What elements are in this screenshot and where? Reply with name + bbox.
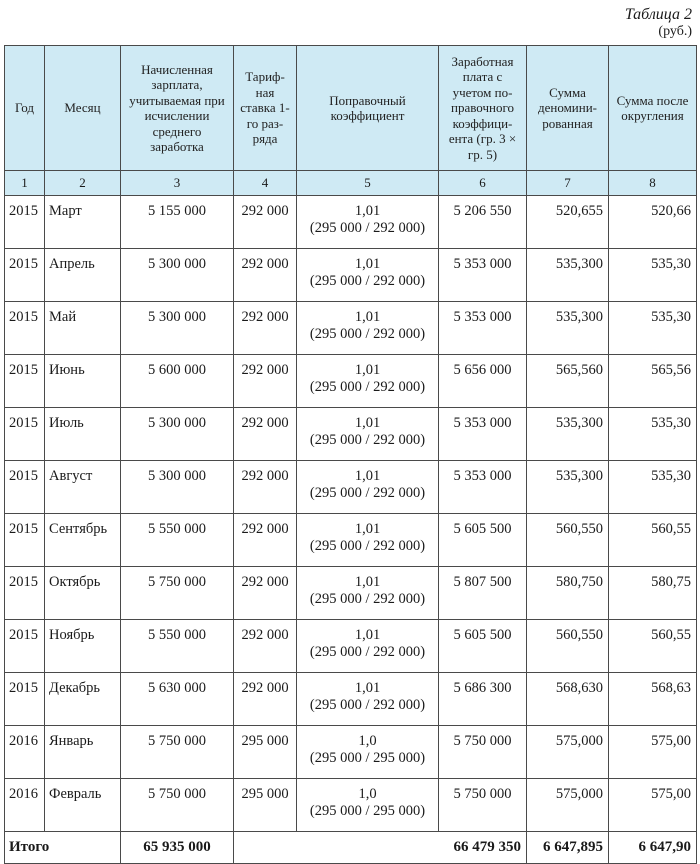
cell-rounded: 535,30 <box>609 302 697 355</box>
cell-month: Ноябрь <box>45 620 121 673</box>
coef-formula: (295 000 / 292 000) <box>309 326 426 342</box>
column-number-row <box>5 171 697 196</box>
header-denominated: Сумма деномини-рованная <box>527 46 609 171</box>
cell-salary: 5 300 000 <box>121 408 234 461</box>
coef-formula: (295 000 / 295 000) <box>309 750 426 766</box>
coef-formula: (295 000 / 292 000) <box>309 220 426 236</box>
coef-formula: (295 000 / 292 000) <box>309 273 426 289</box>
coef-value: 1,01 <box>354 309 381 325</box>
column-number: 2 <box>45 171 121 196</box>
cell-month: Январь <box>45 726 121 779</box>
cell-year: 2015 <box>5 355 45 408</box>
header-coef: Поправочный коэффициент <box>297 46 439 171</box>
cell-adjusted: 5 206 550 <box>439 196 527 249</box>
cell-salary: 5 750 000 <box>121 779 234 832</box>
cell-coef <box>297 408 439 461</box>
cell-rate: 292 000 <box>234 408 297 461</box>
cell-adjusted: 5 605 500 <box>439 620 527 673</box>
coef-value: 1,01 <box>354 680 381 696</box>
column-number: 6 <box>439 171 527 196</box>
coef-value: 1,01 <box>354 627 381 643</box>
column-number: 8 <box>609 171 697 196</box>
cell-adjusted: 5 656 000 <box>439 355 527 408</box>
cell-adjusted: 5 353 000 <box>439 249 527 302</box>
table-row <box>5 408 697 461</box>
table-row <box>5 249 697 302</box>
cell-denominated: 580,750 <box>527 567 609 620</box>
cell-adjusted: 5 353 000 <box>439 461 527 514</box>
coef-value: 1,01 <box>354 256 381 272</box>
cell-adjusted: 5 605 500 <box>439 514 527 567</box>
totals-denominated: 6 647,895 <box>527 832 609 864</box>
cell-month: Июнь <box>45 355 121 408</box>
cell-denominated: 568,630 <box>527 673 609 726</box>
coef-formula: (295 000 / 292 000) <box>309 485 426 501</box>
salary-table <box>4 45 697 864</box>
cell-month: Февраль <box>45 779 121 832</box>
column-number: 3 <box>121 171 234 196</box>
cell-adjusted: 5 807 500 <box>439 567 527 620</box>
cell-coef <box>297 726 439 779</box>
cell-denominated: 520,655 <box>527 196 609 249</box>
table-row <box>5 567 697 620</box>
cell-salary: 5 630 000 <box>121 673 234 726</box>
column-number: 4 <box>234 171 297 196</box>
header-row <box>5 46 697 171</box>
header-rate: Тариф-ная ставка 1-го раз-ряда <box>234 46 297 171</box>
column-number: 5 <box>297 171 439 196</box>
cell-salary: 5 750 000 <box>121 726 234 779</box>
cell-year: 2015 <box>5 461 45 514</box>
table-row <box>5 673 697 726</box>
coef-formula: (295 000 / 292 000) <box>309 538 426 554</box>
cell-adjusted: 5 750 000 <box>439 726 527 779</box>
coef-value: 1,0 <box>358 786 377 802</box>
cell-coef <box>297 673 439 726</box>
cell-rate: 292 000 <box>234 514 297 567</box>
cell-denominated: 535,300 <box>527 302 609 355</box>
cell-adjusted: 5 686 300 <box>439 673 527 726</box>
column-number: 7 <box>527 171 609 196</box>
cell-year: 2015 <box>5 302 45 355</box>
header-rounded: Сумма после округления <box>609 46 697 171</box>
cell-salary: 5 600 000 <box>121 355 234 408</box>
cell-rounded: 575,00 <box>609 726 697 779</box>
cell-coef <box>297 355 439 408</box>
cell-rate: 292 000 <box>234 249 297 302</box>
cell-denominated: 560,550 <box>527 514 609 567</box>
cell-rounded: 560,55 <box>609 620 697 673</box>
cell-coef <box>297 196 439 249</box>
cell-salary: 5 300 000 <box>121 249 234 302</box>
cell-rounded: 520,66 <box>609 196 697 249</box>
header-month: Месяц <box>45 46 121 171</box>
cell-year: 2015 <box>5 567 45 620</box>
cell-year: 2015 <box>5 249 45 302</box>
cell-coef <box>297 302 439 355</box>
totals-rounded: 6 647,90 <box>609 832 697 864</box>
coef-value: 1,01 <box>354 521 381 537</box>
cell-denominated: 560,550 <box>527 620 609 673</box>
cell-rate: 292 000 <box>234 567 297 620</box>
cell-rounded: 575,00 <box>609 779 697 832</box>
cell-rounded: 535,30 <box>609 461 697 514</box>
coef-formula: (295 000 / 295 000) <box>309 803 426 819</box>
cell-denominated: 535,300 <box>527 249 609 302</box>
cell-month: Сентябрь <box>45 514 121 567</box>
cell-rate: 292 000 <box>234 620 297 673</box>
table-row <box>5 461 697 514</box>
cell-month: Июль <box>45 408 121 461</box>
table-row <box>5 355 697 408</box>
header-salary: Начисленная зарплата, учитываемая при исчислении среднего заработка <box>121 46 234 171</box>
cell-coef <box>297 620 439 673</box>
table-row <box>5 196 697 249</box>
cell-coef <box>297 461 439 514</box>
cell-denominated: 565,560 <box>527 355 609 408</box>
cell-rounded: 535,30 <box>609 249 697 302</box>
cell-year: 2015 <box>5 196 45 249</box>
cell-coef <box>297 514 439 567</box>
cell-salary: 5 750 000 <box>121 567 234 620</box>
cell-rounded: 560,55 <box>609 514 697 567</box>
header-adjusted: Заработная плата с учетом по-правочного коэффици-ента (гр. 3 × гр. 5) <box>439 46 527 171</box>
cell-salary: 5 300 000 <box>121 302 234 355</box>
cell-year: 2015 <box>5 408 45 461</box>
cell-rate: 292 000 <box>234 673 297 726</box>
table-title: Таблица 2 <box>624 6 692 23</box>
cell-year: 2015 <box>5 620 45 673</box>
cell-year: 2015 <box>5 673 45 726</box>
cell-month: Август <box>45 461 121 514</box>
table-unit: (руб.) <box>658 24 692 39</box>
cell-rate: 292 000 <box>234 355 297 408</box>
coef-value: 1,01 <box>354 468 381 484</box>
cell-salary: 5 550 000 <box>121 514 234 567</box>
cell-denominated: 535,300 <box>527 408 609 461</box>
cell-month: Март <box>45 196 121 249</box>
coef-value: 1,01 <box>354 415 381 431</box>
cell-coef <box>297 779 439 832</box>
cell-denominated: 575,000 <box>527 779 609 832</box>
coef-formula: (295 000 / 292 000) <box>309 644 426 660</box>
cell-rate: 295 000 <box>234 779 297 832</box>
table-row <box>5 302 697 355</box>
totals-row <box>5 832 697 864</box>
totals-adjusted: 66 479 350 <box>234 832 527 864</box>
header-year: Год <box>5 46 45 171</box>
cell-rate: 292 000 <box>234 196 297 249</box>
totals-salary: 65 935 000 <box>121 832 234 864</box>
cell-rounded: 568,63 <box>609 673 697 726</box>
cell-salary: 5 300 000 <box>121 461 234 514</box>
cell-rounded: 565,56 <box>609 355 697 408</box>
coef-value: 1,01 <box>354 574 381 590</box>
cell-salary: 5 155 000 <box>121 196 234 249</box>
cell-rounded: 535,30 <box>609 408 697 461</box>
cell-month: Апрель <box>45 249 121 302</box>
cell-month: Октябрь <box>45 567 121 620</box>
table-row <box>5 620 697 673</box>
cell-year: 2016 <box>5 726 45 779</box>
cell-rate: 292 000 <box>234 461 297 514</box>
cell-adjusted: 5 353 000 <box>439 408 527 461</box>
cell-adjusted: 5 353 000 <box>439 302 527 355</box>
table-row <box>5 726 697 779</box>
cell-coef <box>297 249 439 302</box>
coef-formula: (295 000 / 292 000) <box>309 432 426 448</box>
coef-formula: (295 000 / 292 000) <box>309 591 426 607</box>
coef-formula: (295 000 / 292 000) <box>309 697 426 713</box>
cell-rate: 295 000 <box>234 726 297 779</box>
coef-value: 1,01 <box>354 362 381 378</box>
cell-salary: 5 550 000 <box>121 620 234 673</box>
cell-rounded: 580,75 <box>609 567 697 620</box>
cell-coef <box>297 567 439 620</box>
totals-label: Итого <box>5 832 121 864</box>
column-number: 1 <box>5 171 45 196</box>
table-row <box>5 514 697 567</box>
cell-adjusted: 5 750 000 <box>439 779 527 832</box>
cell-denominated: 535,300 <box>527 461 609 514</box>
cell-month: Май <box>45 302 121 355</box>
cell-year: 2016 <box>5 779 45 832</box>
coef-value: 1,0 <box>358 733 377 749</box>
coef-value: 1,01 <box>354 203 381 219</box>
cell-year: 2015 <box>5 514 45 567</box>
table-caption <box>625 6 692 40</box>
cell-denominated: 575,000 <box>527 726 609 779</box>
table-row <box>5 779 697 832</box>
coef-formula: (295 000 / 292 000) <box>309 379 426 395</box>
cell-month: Декабрь <box>45 673 121 726</box>
cell-rate: 292 000 <box>234 302 297 355</box>
